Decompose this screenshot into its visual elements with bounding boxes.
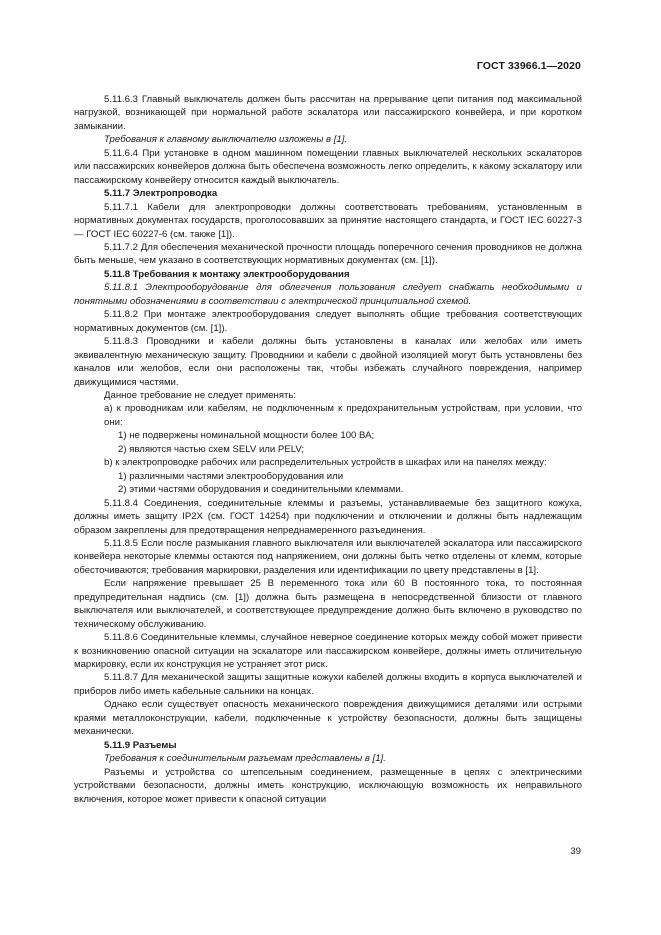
page-number: 39 (570, 846, 581, 857)
paragraph-5-11-8-1: 5.11.8.1 Электрооборудование для облегчения пользования следует снабжать необходимыми и понятными обозначениями в соответствии с электрической принципиальной схемой. (74, 282, 582, 307)
list-item-a-1: 1) не подвержены номинальной мощности более 100 ВА; (118, 430, 375, 442)
paragraph-exception-intro: Данное требование не следует применять: (104, 389, 297, 401)
document-code: ГОСТ 33966.1—2020 (476, 60, 581, 72)
paragraph-5-11-8-7: 5.11.8.7 Для механической защиты защитные кожухи кабелей должны входить в корпуса выключателей и приборов либо иметь кабельные сальники на концах. (74, 672, 582, 697)
paragraph-5-11-8-6: 5.11.8.6 Соединительные клеммы, случайное неверное соединение которых между собой может привести к возникновению опасной ситуации на эскалаторе или пассажирском конвейере, должны иметь отличительную маркировку, если их конструкция не устраняет этот риск. (74, 632, 582, 671)
paragraph-5-11-6-3: 5.11.6.3 Главный выключатель должен быть рассчитан на прерывание цепи питания под максимальной нагрузкой, возникающей при нормальной работе эскалатора или пассажирского конвейера, и при коротком замыкании. (74, 94, 582, 132)
heading-5-11-8: 5.11.8 Требования к монтажу электрооборудования (104, 268, 350, 280)
list-item-b-1: 1) различными частями электрооборудования или (118, 470, 344, 482)
list-item-b-2: 2) этими частями оборудования и соединительными клеммами. (118, 484, 404, 496)
heading-5-11-9: 5.11.9 Разъемы (104, 739, 177, 751)
paragraph-5-11-7-1: 5.11.7.1 Кабели для электропроводки должны соответствовать требованиям, установленным в нормативных документах государств, проголосовавших за принятие настоящего стандарта, и ГОСТ IEC 60227-3 — ГОСТ IEC 60227-6 (см. также [1]). (74, 201, 582, 240)
list-item-a-2: 2) являются частью схем SELV или PELV; (118, 443, 305, 455)
note-connectors: Требования к соединительным разъемам представлены в [1]. (104, 753, 386, 765)
paragraph-voltage-warning: Если напряжение превышает 25 В переменного тока или 60 В постоянного тока, то постоянная предупредительная надпись (см. [1]) должна быть размещена в непосредственной близости от главного выключателя или выключателей, и соответствующее предупреждение должно быть включено в руководство по техническому обслуживанию. (74, 578, 582, 630)
paragraph-5-11-8-3: 5.11.8.3 Проводники и кабели должны быть установлены в каналах или желобах или иметь эквивалентную механическую защиту. Проводники и кабели с двойной изоляцией могут быть установлены без каналов или желобов, если они расположены так, чтобы избежать случайного повреждения, например движущимися частями. (74, 336, 582, 388)
paragraph-5-11-8-4: 5.11.8.4 Соединения, соединительные клеммы и разъемы, устанавливаемые без защитного кожуха, должны иметь защиту IP2X (см. ГОСТ 14254) при подключении и отключении и должны быть надлежащим образом закреплены для предотвращения непреднамеренного разъединения. (74, 497, 582, 536)
paragraph-mechanical-damage: Однако если существует опасность механического повреждения движущимися деталями или острыми краями металлоконструкции, кабели, подключенные к устройству безопасности, должны быть защищены механически. (74, 699, 582, 738)
note-main-switch: Требования к главному выключателю изложены в [1]. (104, 134, 348, 146)
list-item-b: b) к электропроводке рабочих или распределительных устройств в шкафах или на панелях между: (104, 457, 547, 469)
list-item-a: а) к проводникам или кабелям, не подключенным к предохранительным устройствам, при условии, что они: (104, 403, 582, 428)
paragraph-5-11-7-2: 5.11.7.2 Для обеспечения механической прочности площадь поперечного сечения проводников не должна быть меньше, чем указано в соответствующих нормативных документах (см. [1]). (74, 241, 582, 267)
paragraph-5-11-8-2: 5.11.8.2 При монтаже электрооборудования следует выполнять общие требования соответствующих нормативных документов (см. [1]). (74, 309, 582, 334)
document-body (74, 93, 582, 806)
paragraph-5-11-6-4: 5.11.6.4 При установке в одном машинном помещении главных выключателей нескольких эскалаторов или пассажирских конвейеров должна быть обеспечена возможность легко определить, к какому эскалатору или пассажирскому конвейеру относится каждый выключатель. (74, 147, 582, 186)
heading-5-11-7: 5.11.7 Электропроводка (104, 188, 218, 200)
paragraph-connectors: Разъемы и устройства со штепсельным соединением, размещенные в цепях с электрическими устройствами безопасности, должны иметь конструкцию, исключающую возможность их неправильного включения, которое может привести к опасной ситуации (74, 766, 582, 805)
paragraph-5-11-8-5: 5.11.8.5 Если после размыкания главного выключателя или выключателей эскалатора или пассажирского конвейера некоторые клеммы остаются под напряжением, они должны быть четко отделены от клемм, которые обесточиваются; требования маркировки, разделения или идентификации по цвету представлены в [1]. (74, 537, 582, 576)
